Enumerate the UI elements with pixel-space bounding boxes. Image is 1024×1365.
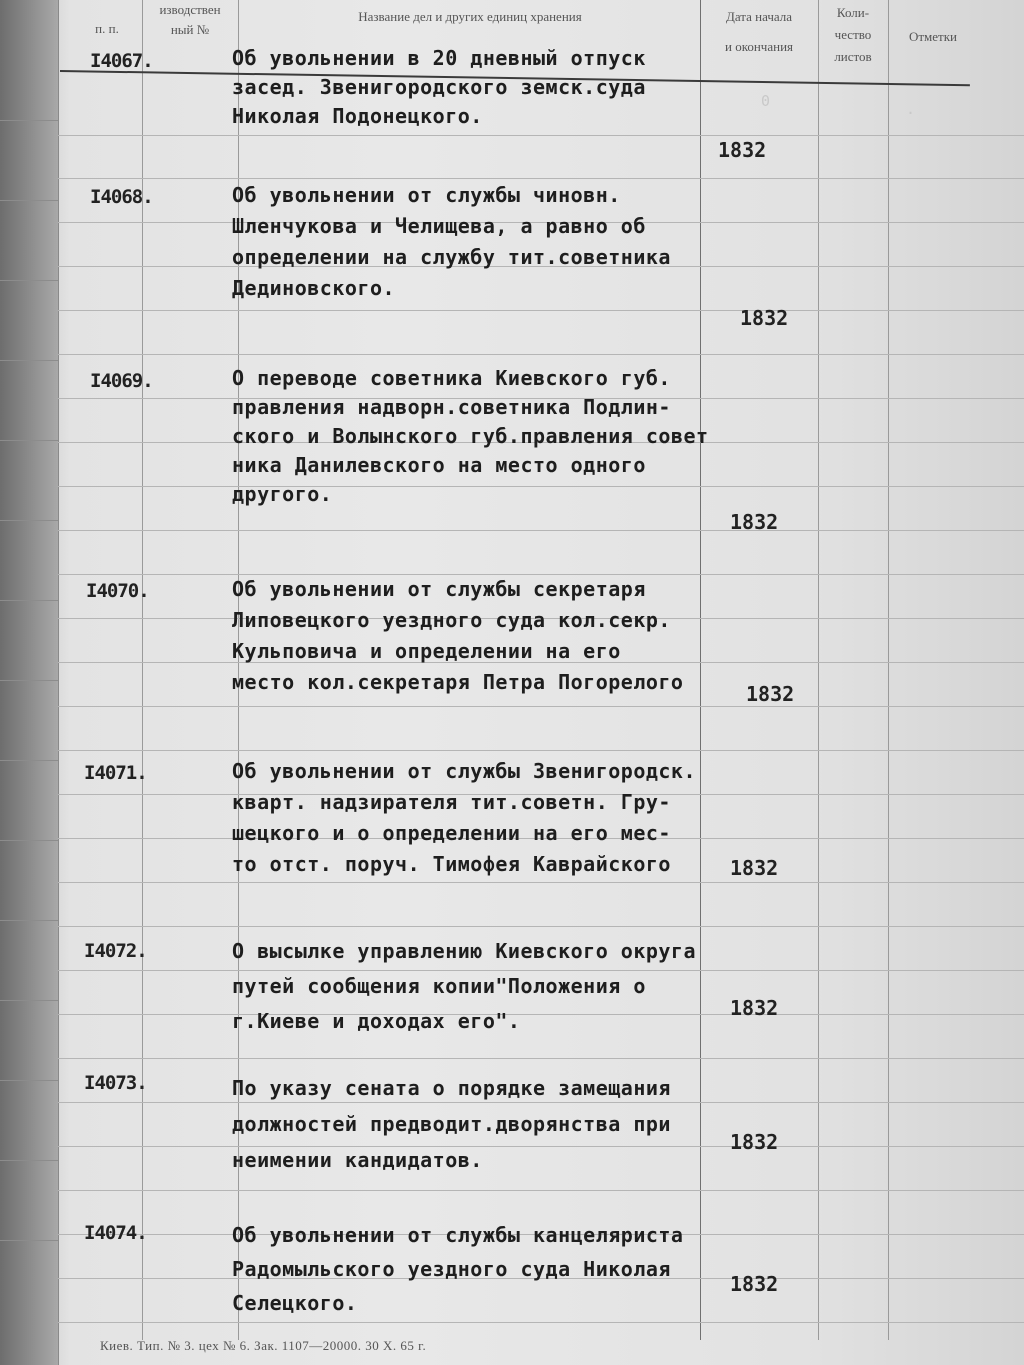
entry-year: 1832: [740, 306, 789, 330]
entry-year: 1832: [730, 1130, 779, 1154]
entry-description: Об увольнении от службы чиновн. Шленчукова и Челищева, а равно об определении на службу тит.советника Дединовского.: [232, 183, 671, 300]
bleed-through-text: 0: [760, 92, 771, 110]
entry-description: Об увольнении от службы канцеляриста Радомыльского уездного суда Николая Селецкого.: [232, 1223, 684, 1315]
entry-description: Об увольнении в 20 дневный отпуск засед. Звенигородского земск.суда Николая Подонецкого.: [232, 46, 646, 128]
entry-description: О переводе советника Киевского губ. правления надворн.советника Подлин- ского и Волынского губ.правления совет ника Данилевского на место одного другого.: [232, 366, 709, 506]
entry-year: 1832: [730, 856, 779, 880]
entry-description: О высылке управлению Киевского округа путей сообщения копии"Положения о г.Киеве и доходах его".: [232, 939, 697, 1033]
header-col-dates: Дата начала и окончания: [724, 9, 794, 54]
entry-number: I4067.: [90, 50, 153, 72]
entry-number: I4072.: [84, 940, 147, 962]
entry-year: 1832: [730, 996, 779, 1020]
header-col-sheet-count: Коли- чество листов: [834, 5, 872, 64]
entry-description: Об увольнении от службы секретаря Липовецкого уездного суда кол.секр. Кульповича и определении на его место кол.секретаря Петра Погорелого: [232, 577, 684, 694]
entry-number: I4070.: [86, 580, 149, 602]
entry-description: Об увольнении от службы Звенигородск. кварт. надзирателя тит.советн. Гру- шецкого и о определении на его мес- то отст. поруч. Тимофея Каврайского: [232, 759, 697, 876]
entry-year: 1832: [718, 138, 767, 162]
entry-number: I4071.: [84, 762, 147, 784]
header-col-title: Название дел и других единиц хранения: [358, 9, 582, 24]
entry-year: 1832: [730, 510, 779, 534]
bleed-through-text: .: [905, 100, 916, 118]
header-col-inventory: изводствен ный №: [159, 2, 221, 37]
print-footer: Киев. Тип. № 3. цех № 6. Зак. 1107—20000. 30 X. 65 г.: [100, 1338, 427, 1353]
entry-number: I4068.: [90, 186, 153, 208]
facing-page-edge: [0, 0, 59, 1365]
entry-description: По указу сената о порядке замещания должностей предводит.дворянства при неимении кандидатов.: [232, 1076, 671, 1172]
header-col-number: п. п.: [95, 21, 119, 36]
entry-year: 1832: [746, 682, 795, 706]
header-col-notes: Отметки: [908, 29, 958, 44]
entry-number: I4069.: [90, 370, 153, 392]
entry-year: 1832: [730, 1272, 779, 1296]
entry-number: I4073.: [84, 1072, 147, 1094]
entry-number: I4074.: [84, 1222, 147, 1244]
